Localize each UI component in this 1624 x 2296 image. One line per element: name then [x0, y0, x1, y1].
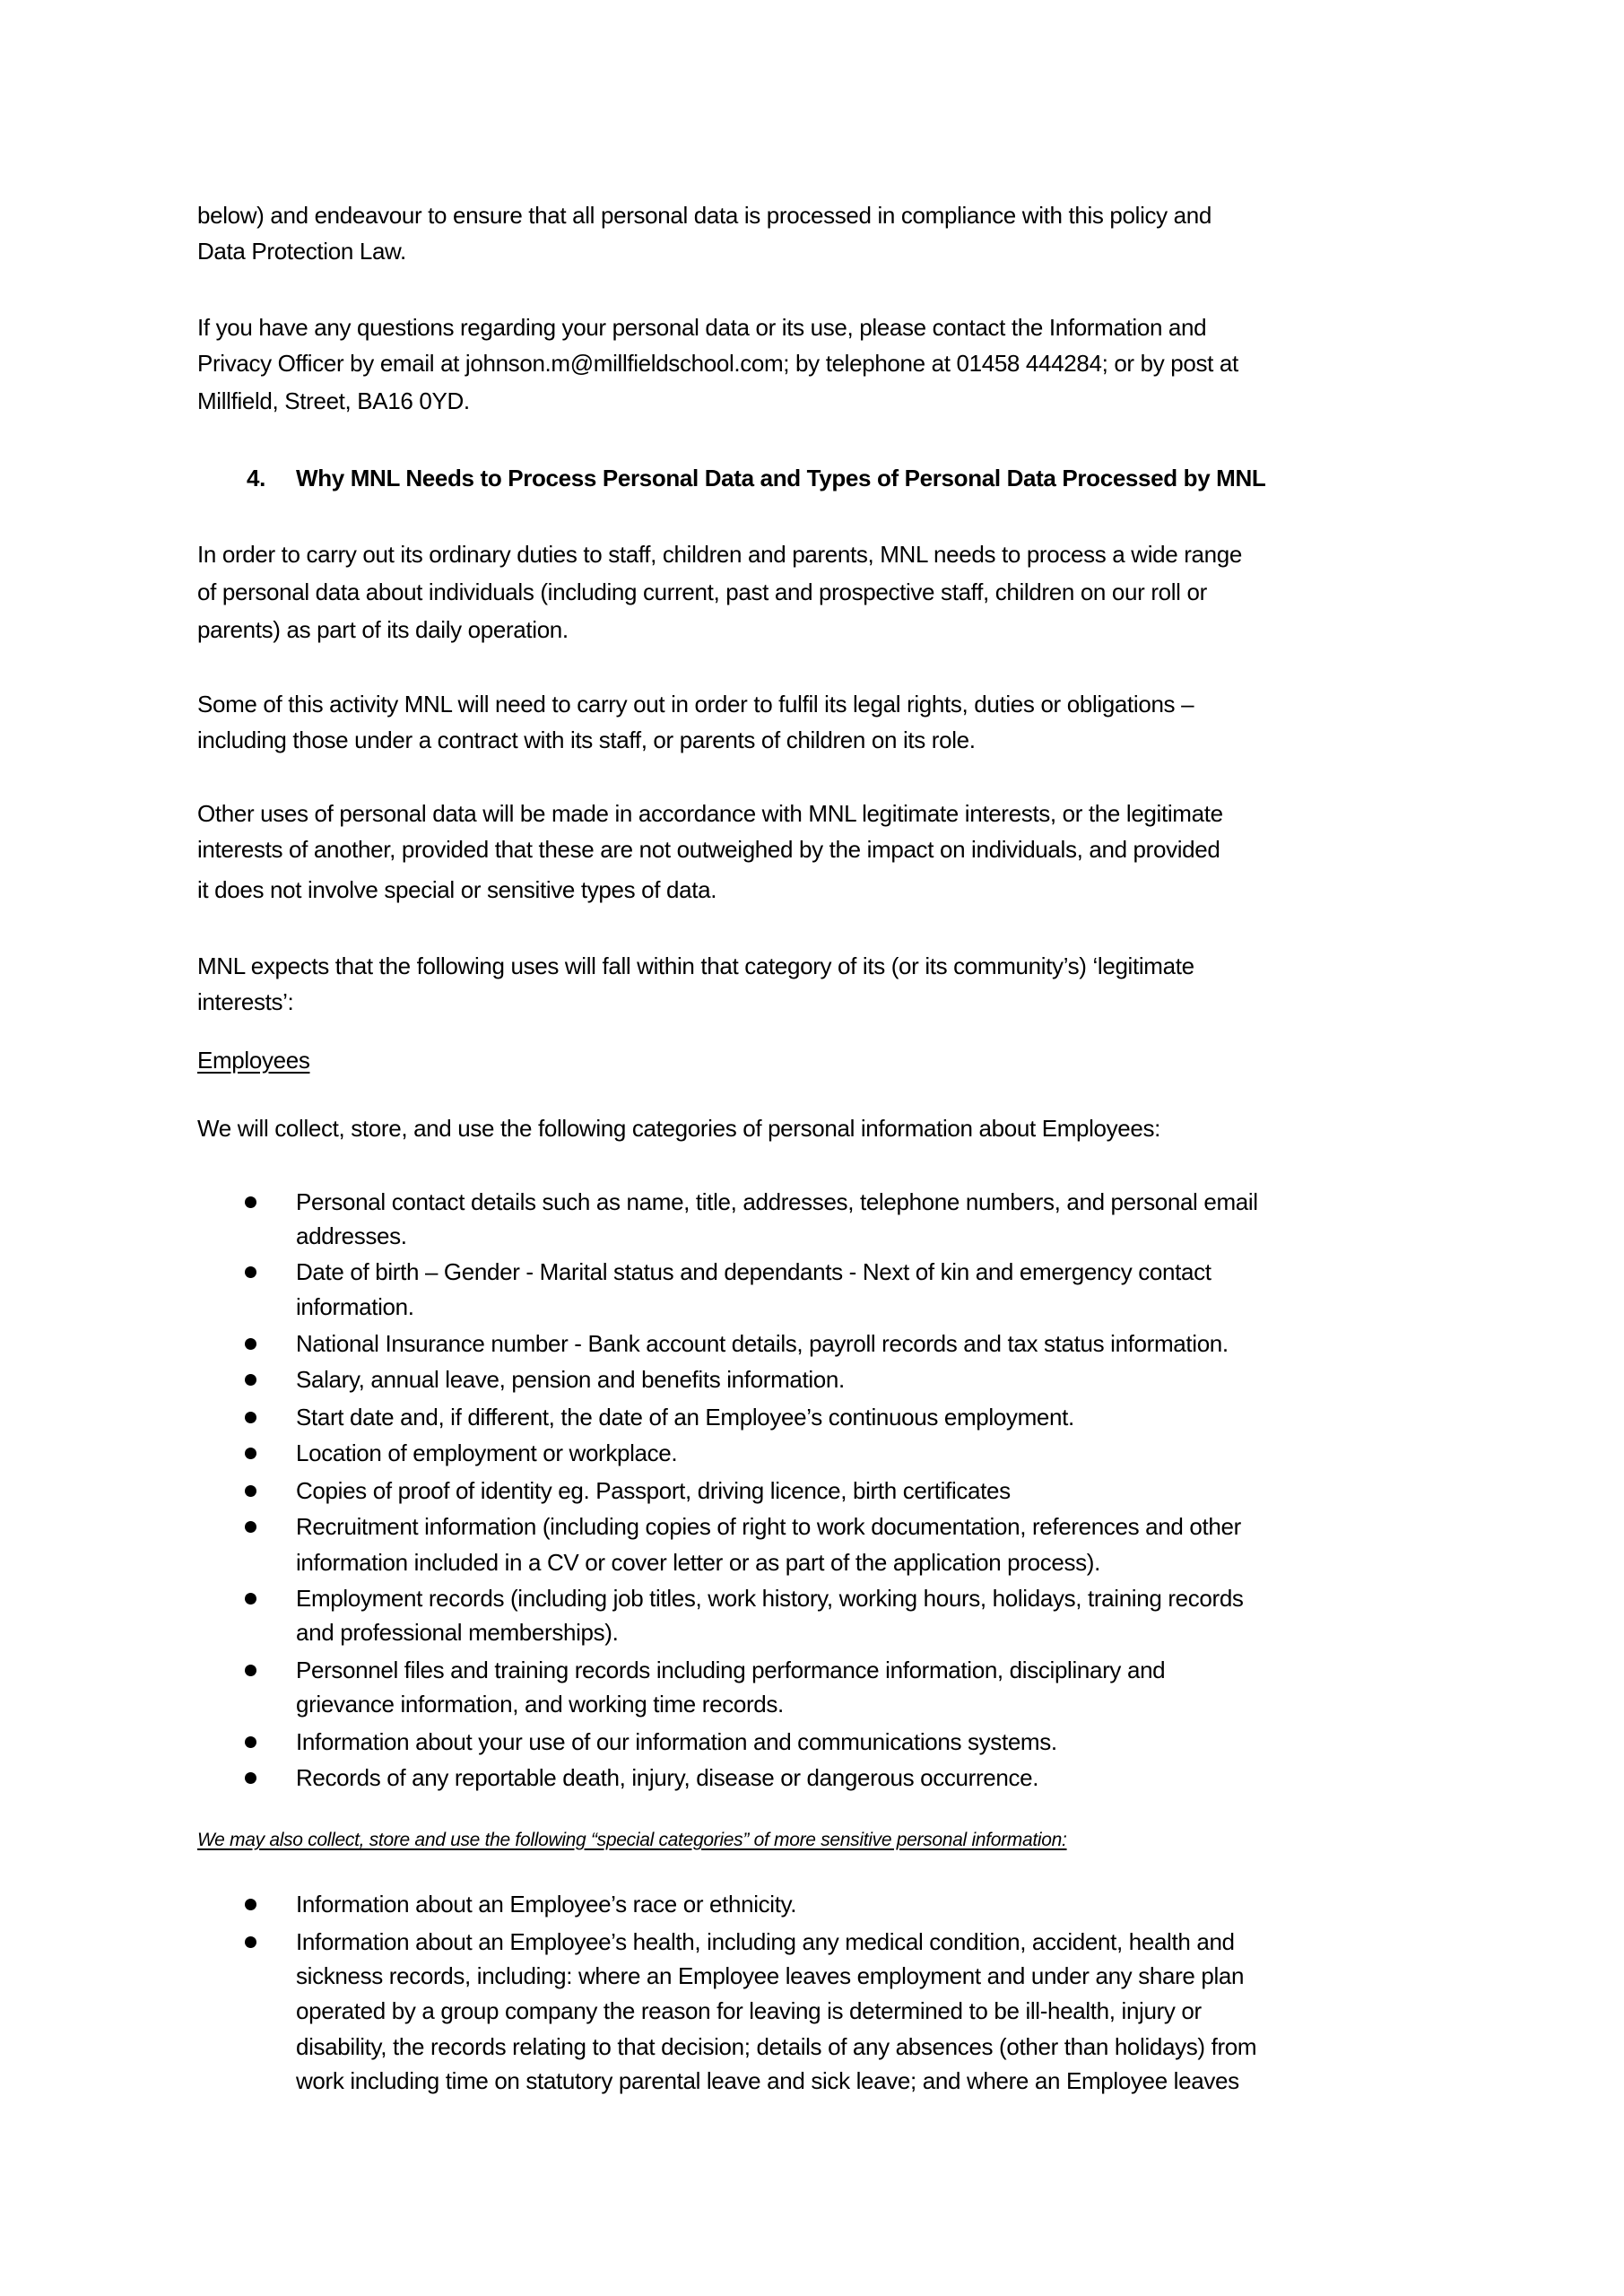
legitimate-paragraph-line: interests of another, provided that these are not outweighed by the impact on individuals, and provided	[197, 836, 1220, 863]
list-item-continuation: disability, the records relating to that decision; details of any absences (other than holidays) from	[296, 2033, 1257, 2060]
bullet-icon	[245, 1448, 256, 1459]
list-item: Employment records (including job titles, work history, working hours, holidays, training records	[296, 1585, 1244, 1612]
bullet-icon	[245, 1412, 256, 1423]
bullet-icon	[245, 1665, 256, 1676]
bullet-icon	[245, 1338, 256, 1350]
list-item: Recruitment information (including copies of right to work documentation, references and other	[296, 1513, 1241, 1540]
legal-paragraph-line: Some of this activity MNL will need to carry out in order to fulfil its legal rights, duties or obligations –	[197, 691, 1194, 718]
bullet-icon	[245, 1593, 256, 1605]
list-item: Personal contact details such as name, title, addresses, telephone numbers, and personal email	[296, 1188, 1258, 1215]
list-item: Location of employment or workplace.	[296, 1439, 678, 1466]
contact-paragraph-line: Millfield, Street, BA16 0YD.	[197, 387, 470, 414]
bullet-icon	[245, 1936, 256, 1948]
list-item: Copies of proof of identity eg. Passport, driving licence, birth certificates	[296, 1477, 1011, 1504]
expects-paragraph-line: interests’:	[197, 988, 294, 1015]
legitimate-paragraph-line: Other uses of personal data will be made in accordance with MNL legitimate interests, or the legitimate	[197, 800, 1223, 827]
list-item-continuation: addresses.	[296, 1222, 407, 1249]
bullet-icon	[245, 1899, 256, 1910]
list-item: Start date and, if different, the date of an Employee’s continuous employment.	[296, 1404, 1074, 1431]
section-number: 4.	[247, 465, 265, 491]
list-item: Salary, annual leave, pension and benefits information.	[296, 1366, 845, 1393]
bullet-icon	[245, 1736, 256, 1748]
legal-paragraph-line: including those under a contract with its staff, or parents of children on its role.	[197, 726, 976, 753]
bullet-icon	[245, 1521, 256, 1533]
list-item: Information about an Employee’s health, including any medical condition, accident, health and	[296, 1928, 1235, 1955]
list-item-continuation: and professional memberships).	[296, 1619, 619, 1646]
employees-subheading: Employees	[197, 1047, 310, 1074]
list-item: National Insurance number - Bank account details, payroll records and tax status information.	[296, 1330, 1229, 1357]
bullet-icon	[245, 1374, 256, 1386]
duties-paragraph-line: In order to carry out its ordinary duties to staff, children and parents, MNL needs to process a wide range	[197, 541, 1242, 568]
list-item: Information about your use of our information and communications systems.	[296, 1728, 1057, 1755]
intro-paragraph-line: Data Protection Law.	[197, 238, 406, 265]
employees-intro: We will collect, store, and use the following categories of personal information about Employees:	[197, 1115, 1161, 1142]
duties-paragraph-line: of personal data about individuals (including current, past and prospective staff, children on our roll or	[197, 578, 1207, 605]
list-item: Date of birth – Gender - Marital status and dependants - Next of kin and emergency contact	[296, 1258, 1211, 1285]
list-item: Records of any reportable death, injury, disease or dangerous occurrence.	[296, 1764, 1039, 1791]
contact-paragraph-line: Privacy Officer by email at johnson.m@millfieldschool.com; by telephone at 01458 444284; or by post at	[197, 350, 1238, 377]
legitimate-paragraph-line: it does not involve special or sensitive types of data.	[197, 876, 717, 903]
bullet-icon	[245, 1196, 256, 1208]
list-item: Personnel files and training records including performance information, disciplinary and	[296, 1657, 1166, 1683]
contact-paragraph-line: If you have any questions regarding your personal data or its use, please contact the Information and	[197, 314, 1207, 341]
expects-paragraph-line: MNL expects that the following uses will fall within that category of its (or its community’s) ‘legitimate	[197, 952, 1194, 979]
list-item-continuation: work including time on statutory parental leave and sick leave; and where an Employee leaves	[296, 2067, 1239, 2094]
special-categories-note: We may also collect, store and use the following “special categories” of more sensitive personal information:	[197, 1830, 1067, 1850]
list-item-continuation: sickness records, including: where an Employee leaves employment and under any share plan	[296, 1962, 1245, 1989]
intro-paragraph-line: below) and endeavour to ensure that all personal data is processed in compliance with this policy and	[197, 202, 1212, 229]
list-item-continuation: grievance information, and working time records.	[296, 1691, 784, 1718]
list-item: Information about an Employee’s race or ethnicity.	[296, 1891, 797, 1918]
duties-paragraph-line: parents) as part of its daily operation.	[197, 616, 569, 643]
bullet-icon	[245, 1772, 256, 1784]
list-item-continuation: operated by a group company the reason for leaving is determined to be ill-health, injury or	[296, 1997, 1202, 2024]
section-heading: Why MNL Needs to Process Personal Data and Types of Personal Data Processed by MNL	[296, 465, 1266, 491]
bullet-icon	[245, 1266, 256, 1278]
bullet-icon	[245, 1485, 256, 1497]
list-item-continuation: information included in a CV or cover letter or as part of the application process).	[296, 1549, 1100, 1576]
list-item-continuation: information.	[296, 1293, 414, 1320]
